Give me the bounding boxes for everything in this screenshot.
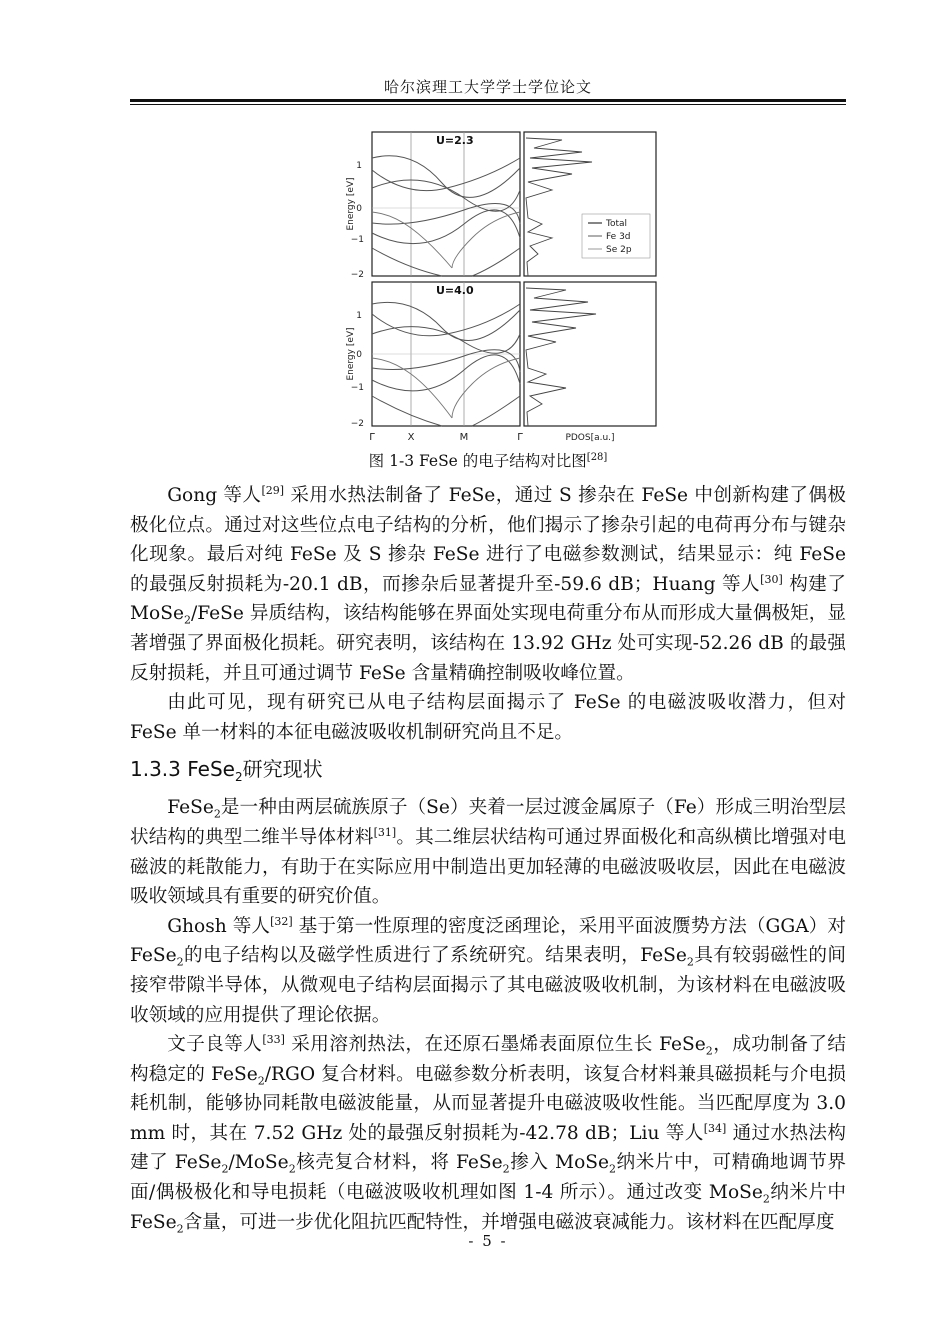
subscript: 2 [183, 614, 191, 628]
text-run: Gong 等人 [167, 485, 262, 506]
ytick: −1 [350, 235, 364, 245]
pdos-axis-label: PDOS[a.u.] [565, 433, 615, 443]
paragraph [130, 481, 846, 688]
ytick: −1 [350, 383, 364, 393]
ytick: 0 [356, 204, 362, 214]
panel-label-u23: U=2.3 [436, 134, 474, 147]
text-run: 文子良等人 [167, 1034, 263, 1056]
text-run: 1.3.3 FeSe [130, 757, 235, 782]
subscript: 2 [609, 1163, 617, 1177]
text-run: ，成功制备了结构稳定的 FeSe [130, 1034, 846, 1085]
panel-u40 [346, 282, 656, 429]
kpoint-label: Γ [517, 432, 523, 443]
text-run: 。其二维层状结构可通过界面极化和高纵横比增强对电磁波的耗散能力，有助于在实际应用中制造出更加轻薄的电磁波吸收层，因此在电磁波吸收领域具有重要的研究价值。 [130, 826, 846, 908]
subscript: 2 [176, 956, 184, 970]
legend-entry-total: Total [606, 219, 628, 229]
ytick: −2 [350, 419, 364, 429]
subscript: 2 [762, 1192, 770, 1206]
legend-entry-se2p: Se 2p [606, 245, 632, 255]
citation: [31] [373, 825, 397, 839]
caption-text: 图 1-3 FeSe 的电子结构对比图 [368, 452, 587, 470]
panel-label-u40: U=4.0 [436, 284, 474, 297]
text-run: /RGO 复合材料。电磁参数分析表明，该复合材料兼具磁损耗与介电损耗机制，能够协同耗散电磁波能量，从而显著提升电磁波吸收性能。当匹配厚度为 3.0 mm 时，其在 7.52 GHz 处的最强反射损耗为-42.78 dB；Liu 等人 [130, 1063, 846, 1144]
section-heading [130, 753, 846, 785]
axis-label-energy: Energy [eV] [346, 177, 356, 231]
text-run: 核壳复合材料，将 FeSe [295, 1152, 503, 1174]
text-run: Ghosh 等人 [167, 915, 271, 937]
text-run: 采用水热法制备了 FeSe，通过 S 掺杂在 FeSe 中创新构建了偶极极化位点。通过对这些位点电子结构的分析，他们揭示了掺杂引起的电荷再分布与键杂化现象。最后对纯 FeSe 及 S 掺杂 FeSe 进行了电磁参数测试，结果显示：纯 FeSe 的最强反射损耗为-20.1 dB，而掺杂后显著提升至-59.6 dB；Huang 等人 [130, 485, 846, 595]
paragraph [130, 1030, 846, 1237]
citation: [34] [703, 1121, 727, 1135]
subscript: 2 [705, 1044, 713, 1058]
kpoint-label: M [459, 432, 469, 443]
header-rule-thick [130, 99, 846, 102]
ytick: 0 [356, 350, 362, 360]
text-run: 的电子结构以及磁学性质进行了系统研究。结果表明，FeSe [183, 945, 687, 967]
paragraph: 由此可见，现有研究已从电子结构层面揭示了 FeSe 的电磁波吸收潜力，但对 FeSe 单一材料的本征电磁波吸收机制研究尚且不足。 [130, 692, 846, 743]
text-run: 纳米片中 FeSe [130, 1182, 846, 1233]
citation: [29] [261, 483, 285, 497]
subscript: 2 [502, 1163, 510, 1177]
running-header: 哈尔滨理工大学学士学位论文 [383, 78, 592, 96]
kpoint-label: Γ [369, 432, 375, 443]
text-run: 掺入 MoSe [509, 1152, 610, 1174]
page-number: - 5 - [468, 1232, 508, 1250]
ytick: −2 [350, 270, 364, 280]
ytick: 1 [356, 161, 362, 171]
text-run: 纳米片中，可精确地调节界面/偶极极化和导电损耗（电磁波吸收机理如图 1-4 所示）。通过改变 MoSe [130, 1152, 846, 1204]
paragraph [130, 793, 846, 911]
header-rule-thin [130, 104, 846, 105]
subscript: 2 [176, 1222, 184, 1236]
caption-citation: [28] [586, 451, 608, 463]
text-run: 构建了 MoSe [130, 573, 846, 625]
kpoint-label: X [407, 432, 415, 443]
axis-label-energy: Energy [eV] [346, 327, 356, 381]
subscript: 2 [686, 956, 694, 970]
text-run: /MoSe [228, 1152, 289, 1174]
citation: [30] [760, 572, 783, 586]
panel-u23 [346, 132, 656, 280]
body-text [130, 481, 846, 1237]
text-run: 研究现状 [242, 757, 323, 782]
legend-entry-fe3d: Fe 3d [606, 232, 631, 242]
text-run: 含量，可进一步优化阻抗匹配特性，并增强电磁波衰减能力。该材料在匹配厚度 [183, 1211, 835, 1233]
subscript: 2 [234, 770, 243, 785]
text-run: /FeSe 异质结构，该结构能够在界面处实现电荷重分布从而形成大量偶极矩，显著增强了界面极化损耗。研究表明，该结构在 13.92 GHz 处可实现-52.26 dB 的最强反射损耗，并且可通过调节 FeSe 含量精确控制吸收峰位置。 [130, 603, 846, 684]
text-run: 基于第一性原理的密度泛函理论，采用平面波赝势方法（GGA）对 FeSe [130, 915, 847, 967]
ytick: 1 [356, 311, 362, 321]
subscript: 2 [288, 1163, 296, 1177]
band-structure-figure [346, 128, 658, 446]
text-run: 具有较弱磁性的间接窄带隙半导体，从微观电子结构层面揭示了其电磁波吸收机制，为该材料在电磁波吸收领域的应用提供了理论依据。 [130, 945, 846, 1026]
text-run: 通过水热法构建了 FeSe [130, 1122, 846, 1174]
figure-caption [130, 449, 846, 471]
paragraph [130, 912, 846, 1030]
subscript: 2 [213, 808, 221, 822]
text-run: 是一种由两层硫族原子（Se）夹着一层过渡金属原子（Fe）形成三明治型层状结构的典型二维半导体材料 [130, 797, 846, 848]
text-run: 采用溶剂热法，在还原石墨烯表面原位生长 FeSe [284, 1034, 706, 1056]
citation: [32] [270, 914, 293, 928]
text-run: FeSe [167, 797, 214, 819]
citation: [33] [262, 1032, 285, 1046]
subscript: 2 [257, 1074, 265, 1088]
subscript: 2 [221, 1163, 229, 1177]
